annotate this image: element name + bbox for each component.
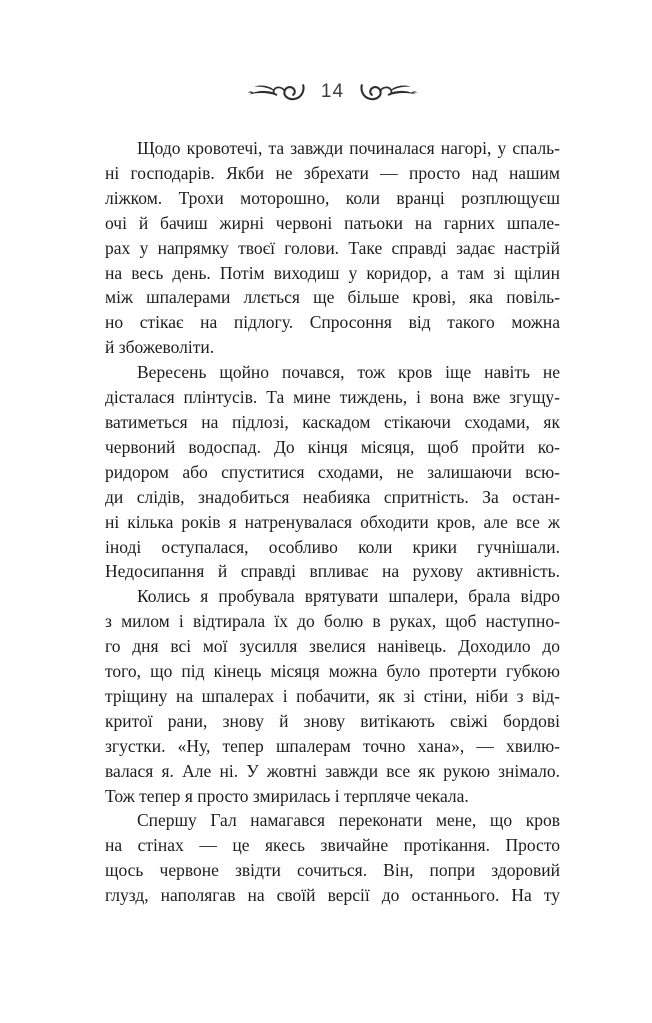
text-line: Недосипання й справді впливає на рухову активність. bbox=[105, 561, 560, 582]
text-line: тріщину на шпалерах і побачити, як зі стіни, ніби з від- bbox=[105, 685, 560, 706]
paragraph bbox=[105, 584, 560, 808]
text-line: іноді оступалася, особливо коли крики гучнішали. bbox=[105, 536, 560, 557]
text-line: між шпалерами ллється ще більше крові, яка повіль- bbox=[105, 287, 560, 308]
ornament-left-icon bbox=[247, 82, 305, 102]
page-header bbox=[105, 78, 560, 106]
text-line: Спершу Гал намагався переконати мене, що кров bbox=[137, 810, 560, 831]
text-line: ди слідів, знадобиться неабияка спритність. За остан- bbox=[105, 486, 560, 507]
text-line: критої рани, знову й знову витікають свіжі бордові bbox=[105, 710, 560, 731]
page-text bbox=[105, 136, 560, 908]
text-line: ватиметься на підлозі, каскадом стікаючи сходами, як bbox=[105, 411, 560, 432]
page-number: 14 bbox=[320, 80, 345, 102]
text-line: дісталася плінтусів. Та мине тиждень, і вона вже згущу- bbox=[105, 387, 560, 408]
text-line: но стікає на підлогу. Спросоння від такого можна bbox=[105, 312, 560, 333]
text-line: ліжком. Трохи моторошно, коли вранці розплющуєш bbox=[105, 187, 560, 208]
text-line: червоний водоспад. До кінця місяця, щоб пройти ко- bbox=[105, 436, 560, 457]
text-line: Тож тепер я просто змирилась і терпляче чекала. bbox=[105, 785, 469, 806]
text-line: на стінах — це якесь звичайне протікання. Просто bbox=[105, 835, 560, 856]
text-line: Щодо кровотечі, та завжди починалася нагорі, у спаль- bbox=[137, 138, 560, 158]
text-line: го дня всі мої зусилля звелися нанівець. Доходило до bbox=[105, 636, 560, 657]
text-line: того, що під кінець місяця можна було протерти губкою bbox=[105, 661, 560, 682]
text-line: рах у напрямку твоєї голови. Таке справді задає настрій bbox=[105, 237, 560, 258]
text-line: ні господарів. Якби не збрехати — просто над нашим bbox=[105, 162, 560, 183]
paragraph bbox=[105, 360, 560, 584]
paragraph bbox=[105, 136, 560, 360]
text-line: ні кілька років я натренувалася обходити кров, але все ж bbox=[105, 511, 560, 532]
text-line: ридором або спуститися сходами, не залишаючи всю- bbox=[105, 461, 560, 482]
text-line: з милом і відтирала їх до болю в руках, щоб наступно- bbox=[105, 611, 560, 632]
text-line: згустки. «Ну, тепер шпалерам точно хана», — хвилю- bbox=[105, 735, 560, 756]
text-line: й збожеволіти. bbox=[105, 337, 215, 358]
text-line: щось червоне звідти сочиться. Він, попри здоровий bbox=[105, 860, 560, 881]
text-line: Колись я пробувала врятувати шпалери, брала відро bbox=[137, 586, 560, 607]
text-line: на весь день. Потім виходиш у коридор, а там зі щілин bbox=[105, 262, 560, 283]
text-line: Вересень щойно почався, тож кров іще навіть не bbox=[137, 362, 560, 383]
ornament-right-icon bbox=[360, 82, 418, 102]
text-line: глузд, наполягав на своїй версії до останнього. На ту bbox=[105, 885, 560, 906]
text-line: очі й бачиш жирні червоні патьоки на гарних шпале- bbox=[105, 212, 560, 233]
text-line: валася я. Але ні. У жовтні завжди все як рукою знімало. bbox=[105, 760, 560, 781]
paragraph bbox=[105, 808, 560, 908]
